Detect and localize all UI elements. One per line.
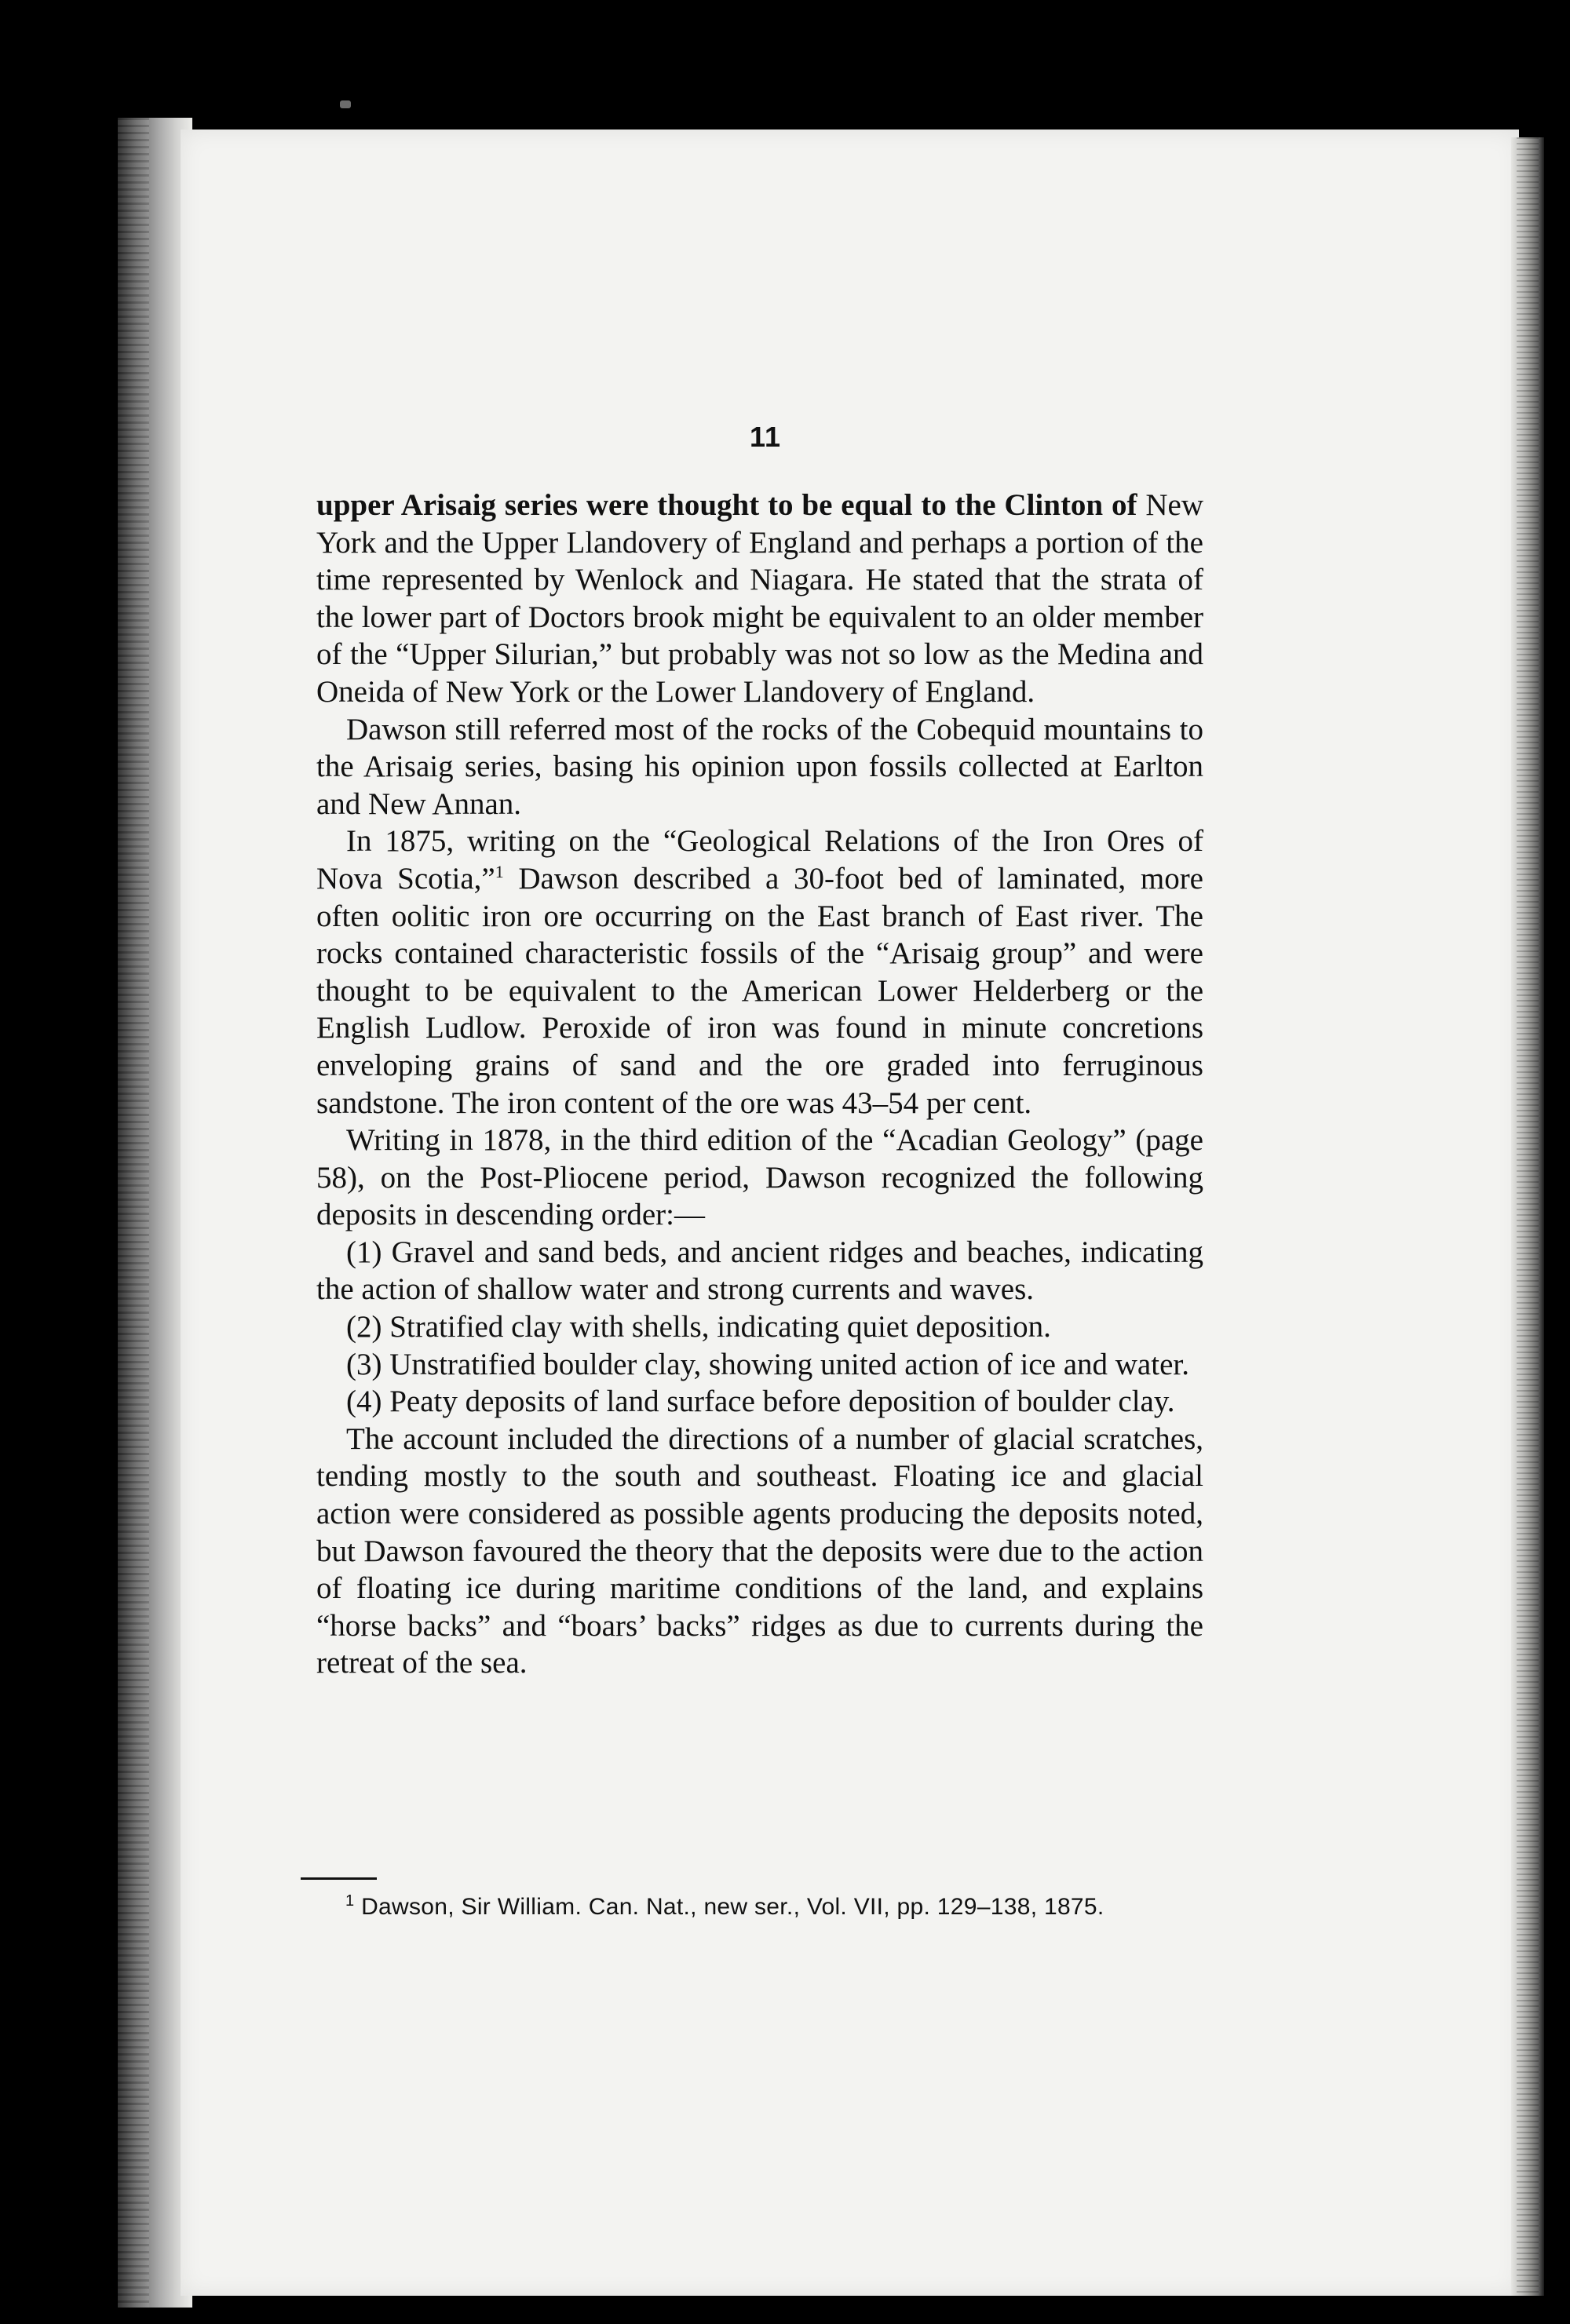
footnote-marker: 1 bbox=[345, 1892, 355, 1910]
paragraph-3-text-end: Dawson described a 30-foot bed of laminated, more often oolitic iron ore occurring on the East branch of East river. The rocks contained characteristic fossils of the “Arisaig group” and were thought to be equivalent to the American Lower Helderberg or the English Ludlow. Peroxide of iron was found in minute concretions enveloping grains of sand and the ore graded into ferruginous sandstone. The iron content of the ore was 43–54 per cent. bbox=[316, 861, 1203, 1120]
list-item-2: (2) Stratified clay with shells, indicating quiet deposition. bbox=[346, 1310, 1051, 1344]
footnote-text: Dawson, Sir William. Can. Nat., new ser., Vol. VII, pp. 129–138, 1875. bbox=[354, 1894, 1104, 1920]
list-item-1: (1) Gravel and sand beds, and ancient ridges and beaches, indicating the action of shallow water and strong currents and waves. bbox=[316, 1235, 1203, 1307]
right-page-edge-texture bbox=[1517, 137, 1539, 2296]
list-item-3: (3) Unstratified boulder clay, showing united action of ice and water. bbox=[346, 1347, 1189, 1381]
footnote-reference: 1 bbox=[495, 861, 504, 881]
left-binding-texture bbox=[118, 118, 149, 2308]
paragraph-1-text: New York and the Upper Llandovery of England and perhaps a portion of the time represented by Wenlock and Niagara. He stated that the strata of the lower part of Doctors brook might be equivalent to an older member of the “Upper Silurian,” but probably was not so low as the Medina and Oneida of New York or the Lower Llandovery of England. bbox=[316, 488, 1204, 709]
paragraph-3 bbox=[316, 823, 1203, 1122]
page-number: 11 bbox=[749, 421, 782, 453]
list-item-4: (4) Peaty deposits of land surface before deposition of boulder clay. bbox=[346, 1385, 1175, 1419]
scan-speck bbox=[340, 100, 351, 108]
body-text bbox=[316, 487, 1203, 1682]
footnote-divider bbox=[301, 1877, 377, 1880]
paragraph-3-text-start: In 1875, writing on the “Geological Relations of the Iron Ores of Nova Scotia,” bbox=[316, 824, 1203, 896]
paragraph-2: Dawson still referred most of the rocks of the Cobequid mountains to the Arisaig series, basing his opinion upon fossils collected at Earlton and New Annan. bbox=[316, 712, 1203, 821]
paragraph-1 bbox=[316, 487, 1203, 711]
scan-background bbox=[0, 0, 1570, 130]
paragraph-5: The account included the directions of a number of glacial scratches, tending mostly to the south and southeast. Floating ice and glacial action were considered as possible agents producing the deposits noted, but Dawson favoured the theory that the deposits were due to the action of floating ice during maritime conditions of the land, and explains “horse backs” and “boars’ backs” ridges as due to currents during the retreat of the sea. bbox=[316, 1421, 1203, 1680]
paragraph-4: Writing in 1878, in the third edition of the “Acadian Geology” (page 58), on the Post-Pliocene period, Dawson recognized the following deposits in descending order:— bbox=[316, 1123, 1203, 1232]
footnote bbox=[345, 1892, 1217, 1923]
paragraph-1-bold-lead: upper Arisaig series were thought to be equal to the Clinton of bbox=[316, 488, 1137, 522]
